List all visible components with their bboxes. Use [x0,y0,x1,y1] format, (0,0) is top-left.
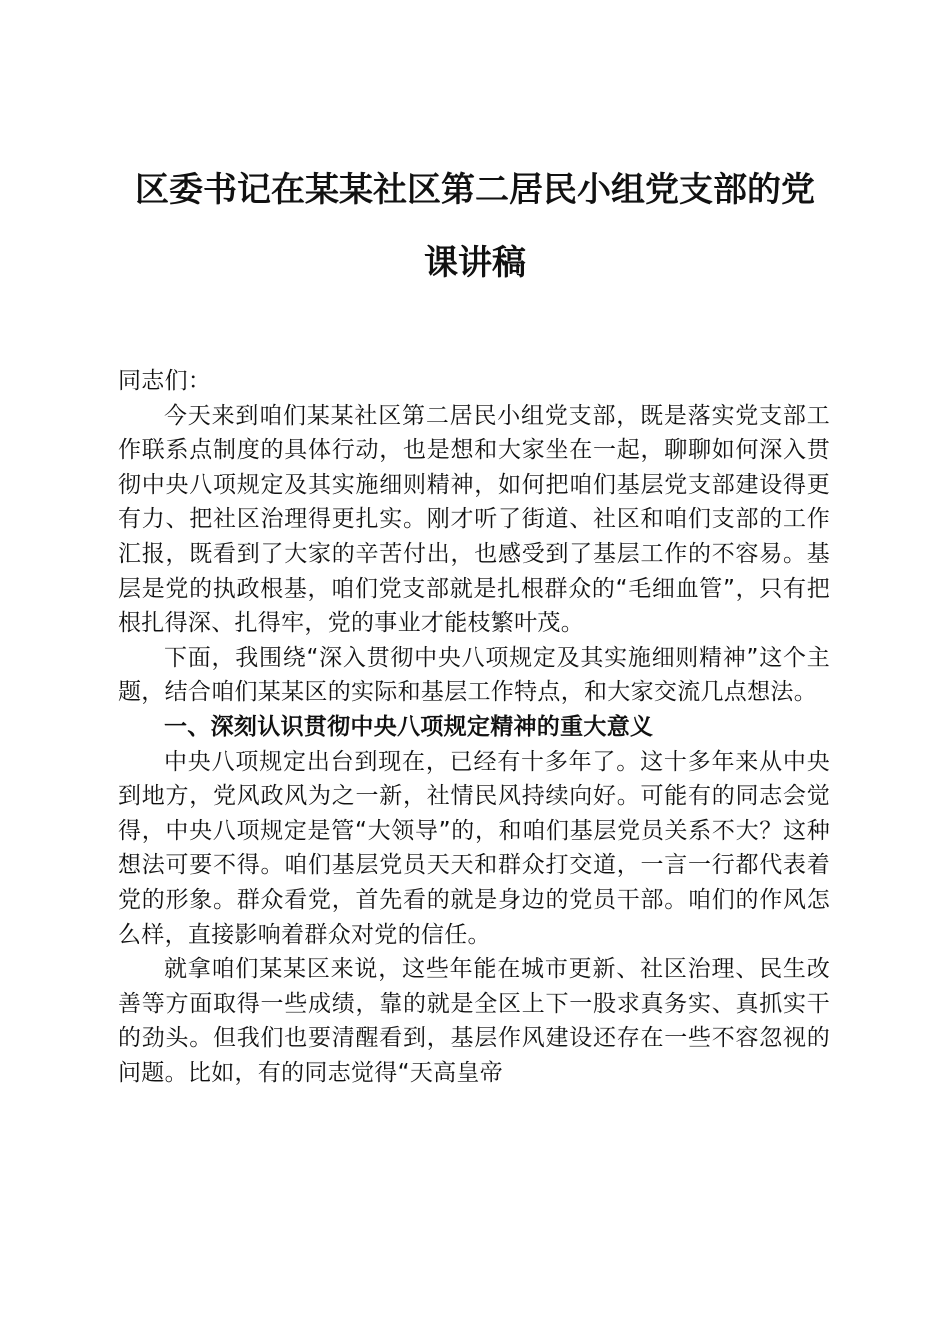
body-paragraph: 今天来到咱们某某社区第二居民小组党支部，既是落实党支部工作联系点制度的具体行动，也是想和大家坐在一起，聊聊如何深入贯彻中央八项规定及其实施细则精神，如何把咱们基层党支部建设得更有力、把社区治理得更扎实。刚才听了街道、社区和咱们支部的工作汇报，既看到了大家的辛苦付出，也感受到了基层工作的不容易。基层是党的执政根基，咱们党支部就是扎根群众的“毛细血管”，只有把根扎得深、扎得牢，党的事业才能枝繁叶茂。 [118,402,830,637]
section-heading: 一、深刻认识贯彻中央八项规定精神的重大意义 [164,713,654,740]
document-title-line-2: 课讲稿 [424,243,526,283]
document-title-line-1: 区委书记在某某社区第二居民小组党支部的党 [135,170,815,210]
body-paragraph: 中央八项规定出台到现在，已经有十多年了。这十多年来从中央到地方，党风政风为之一新，社情民风持续向好。可能有的同志会觉得，中央八项规定是管“大领导”的，和咱们基层党员关系不大？这种想法可要不得。咱们基层党员天天和群众打交道，一言一行都代表着党的形象。群众看党，首先看的就是身边的党员干部。咱们的作风怎么样，直接影响着群众对党的信任。 [118,748,830,948]
body-paragraph: 就拿咱们某某区来说，这些年能在城市更新、社区治理、民生改善等方面取得一些成绩，靠的就是全区上下一股求真务实、真抓实干的劲头。但我们也要清醒看到，基层作风建设还存在一些不容忽视的问题。比如，有的同志觉得“天高皇帝 [118,956,830,1086]
salutation: 同志们： [118,368,212,394]
body-paragraph: 下面，我围绕“深入贯彻中央八项规定及其实施细则精神”这个主题，结合咱们某某区的实际和基层工作特点，和大家交流几点想法。 [118,644,830,706]
document-body [118,364,830,1090]
